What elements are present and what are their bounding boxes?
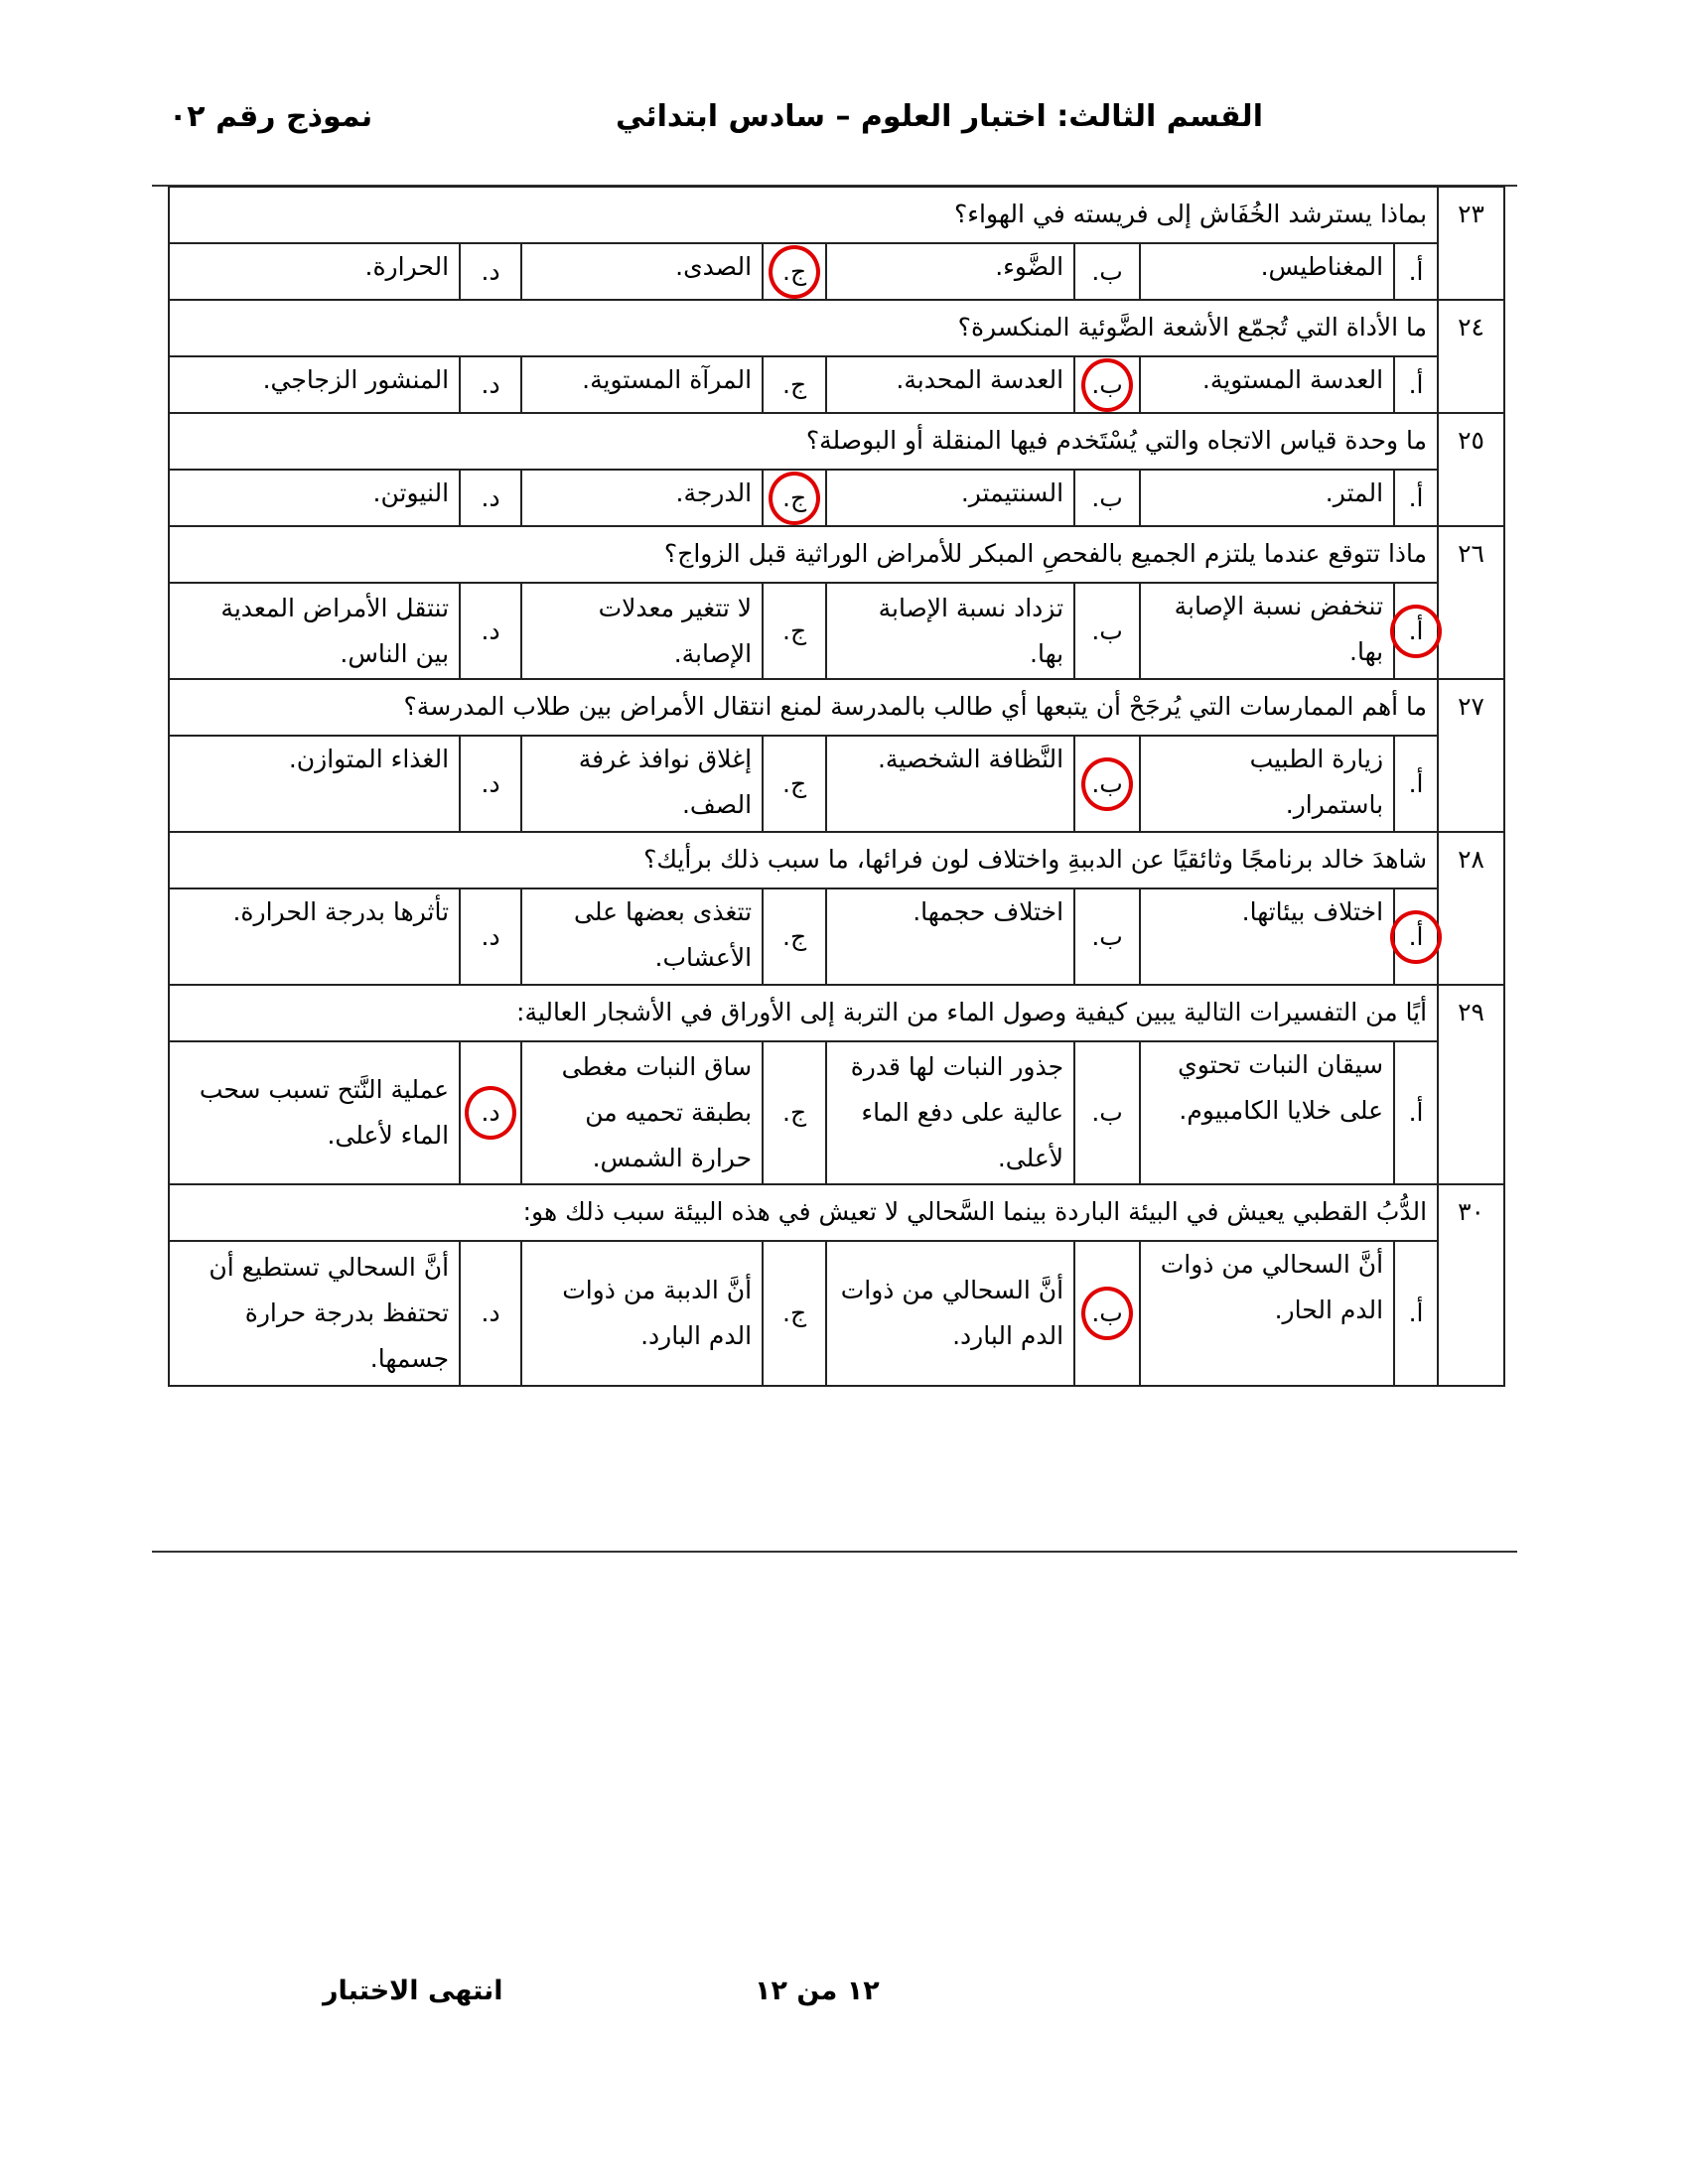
option-letter: ج.: [782, 768, 807, 798]
option-letter-cell[interactable]: [763, 243, 826, 300]
question-row: [169, 526, 1504, 583]
option-text[interactable]: ساق النبات مغطى بطبقة تحميه من حرارة الشمس.: [521, 1041, 763, 1184]
option-text[interactable]: زيارة الطبيب باستمرار.: [1140, 736, 1394, 832]
question-number: ٢٧: [1438, 679, 1504, 832]
option-text[interactable]: اختلاف بيئاتها.: [1140, 888, 1394, 985]
option-letter: ج.: [782, 482, 807, 512]
option-letter: ج.: [782, 615, 807, 645]
option-text[interactable]: العدسة المحدبة.: [826, 356, 1074, 413]
option-letter: ج.: [782, 369, 807, 399]
option-letter: د.: [481, 256, 500, 286]
option-letter-cell[interactable]: [1394, 736, 1438, 832]
option-text[interactable]: النيوتن.: [169, 470, 460, 526]
question-row: [169, 413, 1504, 470]
option-text[interactable]: تأثرها بدرجة الحرارة.: [169, 888, 460, 985]
option-letter-cell[interactable]: [1394, 1241, 1438, 1386]
question-number: ٢٩: [1438, 985, 1504, 1184]
option-text[interactable]: أنَّ السحالي تستطيع أن تحتفظ بدرجة حرارة جسمها.: [169, 1241, 460, 1386]
option-letter-cell[interactable]: [763, 1241, 826, 1386]
option-letter-cell[interactable]: [1074, 1041, 1140, 1184]
option-letter-cell[interactable]: [1074, 243, 1140, 300]
selected-answer-circle-icon: [465, 1086, 516, 1140]
option-letter-cell[interactable]: [460, 1241, 521, 1386]
option-letter: أ.: [1408, 768, 1424, 798]
option-letter: د.: [481, 615, 500, 645]
option-text[interactable]: تزداد نسبة الإصابة بها.: [826, 583, 1074, 679]
question-number: ٢٤: [1438, 300, 1504, 413]
question-text: الدُّبُ القطبي يعيش في البيئة الباردة بينما السَّحالي لا تعيش في هذه البيئة سبب ذلك هو:: [169, 1184, 1438, 1241]
option-letter-cell[interactable]: [1394, 243, 1438, 300]
option-letter: أ.: [1408, 615, 1424, 645]
option-letter-cell[interactable]: [460, 583, 521, 679]
option-letter: ج.: [782, 256, 807, 286]
option-letter-cell[interactable]: [1074, 1241, 1140, 1386]
option-text[interactable]: تنخفض نسبة الإصابة بها.: [1140, 583, 1394, 679]
option-letter: د.: [481, 921, 500, 951]
option-text[interactable]: اختلاف حجمها.: [826, 888, 1074, 985]
question-number: ٢٨: [1438, 832, 1504, 985]
option-letter: ب.: [1091, 1098, 1123, 1127]
option-text[interactable]: المرآة المستوية.: [521, 356, 763, 413]
option-letter-cell[interactable]: [1074, 583, 1140, 679]
selected-answer-circle-icon: [1081, 1287, 1133, 1340]
option-text[interactable]: النَّظافة الشخصية.: [826, 736, 1074, 832]
options-row: [169, 736, 1504, 832]
option-text[interactable]: السنتيمتر.: [826, 470, 1074, 526]
option-letter: أ.: [1408, 369, 1424, 399]
option-letter-cell[interactable]: [1074, 356, 1140, 413]
option-letter: د.: [481, 1298, 500, 1327]
option-text[interactable]: إغلاق نوافذ غرفة الصف.: [521, 736, 763, 832]
option-text[interactable]: المتر.: [1140, 470, 1394, 526]
option-letter: ب.: [1091, 256, 1123, 286]
option-letter: أ.: [1408, 921, 1424, 951]
option-text[interactable]: لا تتغير معدلات الإصابة.: [521, 583, 763, 679]
question-text: ماذا تتوقع عندما يلتزم الجميع بالفحصِ المبكر للأمراض الوراثية قبل الزواج؟: [169, 526, 1438, 583]
option-text[interactable]: العدسة المستوية.: [1140, 356, 1394, 413]
page-title: القسم الثالث: اختبار العلوم – سادس ابتدائي: [616, 99, 1263, 134]
option-letter-cell[interactable]: [460, 888, 521, 985]
question-text: أيًا من التفسيرات التالية يبين كيفية وصول الماء من التربة إلى الأوراق في الأشجار العالية:: [169, 985, 1438, 1041]
option-text[interactable]: أنَّ الدببة من ذوات الدم البارد.: [521, 1241, 763, 1386]
option-text[interactable]: عملية النَّتح تسبب سحب الماء لأعلى.: [169, 1041, 460, 1184]
question-row: [169, 187, 1504, 243]
option-letter-cell[interactable]: [1074, 470, 1140, 526]
option-letter: د.: [481, 768, 500, 798]
option-letter-cell[interactable]: [1394, 356, 1438, 413]
option-letter-cell[interactable]: [1394, 470, 1438, 526]
option-letter: أ.: [1408, 1298, 1424, 1327]
option-letter-cell[interactable]: [763, 736, 826, 832]
option-letter: ب.: [1091, 615, 1123, 645]
question-row: [169, 679, 1504, 736]
question-row: [169, 1184, 1504, 1241]
option-letter-cell[interactable]: [460, 243, 521, 300]
question-row: [169, 985, 1504, 1041]
option-letter: ب.: [1091, 1298, 1123, 1327]
option-letter: ج.: [782, 1098, 807, 1127]
option-letter-cell[interactable]: [1074, 736, 1140, 832]
option-letter-cell[interactable]: [763, 888, 826, 985]
option-text[interactable]: سيقان النبات تحتوي على خلايا الكامبيوم.: [1140, 1041, 1394, 1184]
option-letter: ج.: [782, 921, 807, 951]
option-letter-cell[interactable]: [763, 470, 826, 526]
option-letter-cell[interactable]: [763, 583, 826, 679]
option-text[interactable]: أنَّ السحالي من ذوات الدم البارد.: [826, 1241, 1074, 1386]
bottom-divider: [152, 1551, 1517, 1553]
option-letter: أ.: [1408, 1098, 1424, 1127]
selected-answer-circle-icon: [1081, 757, 1133, 811]
option-letter: د.: [481, 369, 500, 399]
options-row: [169, 470, 1504, 526]
option-letter: أ.: [1408, 256, 1424, 286]
option-text[interactable]: الصدى.: [521, 243, 763, 300]
option-letter-cell[interactable]: [763, 1041, 826, 1184]
option-letter: د.: [481, 482, 500, 512]
option-text[interactable]: تتغذى بعضها على الأعشاب.: [521, 888, 763, 985]
question-text: ما الأداة التي تُجمّع الأشعة الضَّوئية المنكسرة؟: [169, 300, 1438, 356]
option-letter-cell[interactable]: [460, 1041, 521, 1184]
option-letter: ج.: [782, 1298, 807, 1327]
option-letter-cell[interactable]: [460, 736, 521, 832]
option-letter: أ.: [1408, 482, 1424, 512]
option-text[interactable]: أنَّ السحالي من ذوات الدم الحار.: [1140, 1241, 1394, 1386]
option-letter-cell[interactable]: [460, 356, 521, 413]
question-row: [169, 832, 1504, 888]
option-text[interactable]: الغذاء المتوازن.: [169, 736, 460, 832]
options-row: [169, 356, 1504, 413]
options-row: [169, 1241, 1504, 1386]
option-letter: د.: [481, 1098, 500, 1127]
options-row: [169, 1041, 1504, 1184]
question-number: ٢٥: [1438, 413, 1504, 526]
option-letter-cell[interactable]: [460, 470, 521, 526]
option-text[interactable]: الدرجة.: [521, 470, 763, 526]
option-text[interactable]: جذور النبات لها قدرة عالية على دفع الماء لأعلى.: [826, 1041, 1074, 1184]
option-letter-cell[interactable]: [1394, 888, 1438, 985]
option-text[interactable]: المغناطيس.: [1140, 243, 1394, 300]
option-text[interactable]: الحرارة.: [169, 243, 460, 300]
option-text[interactable]: الضَّوء.: [826, 243, 1074, 300]
question-text: ما أهم الممارسات التي يُرجَحْ أن يتبعها أي طالب بالمدرسة لمنع انتقال الأمراض بين طلاب المدرسة؟: [169, 679, 1438, 736]
option-letter-cell[interactable]: [1394, 1041, 1438, 1184]
question-number: ٣٠: [1438, 1184, 1504, 1386]
option-letter: ب.: [1091, 921, 1123, 951]
options-row: [169, 243, 1504, 300]
question-number: ٢٦: [1438, 526, 1504, 679]
page-number: ١٢ من ١٢: [755, 1976, 880, 2006]
option-letter: ب.: [1091, 768, 1123, 798]
option-letter: ب.: [1091, 369, 1123, 399]
options-row: [169, 888, 1504, 985]
option-text[interactable]: تنتقل الأمراض المعدية بين الناس.: [169, 583, 460, 679]
question-text: بماذا يسترشد الخُفَاش إلى فريسته في الهواء؟: [169, 187, 1438, 243]
options-row: [169, 583, 1504, 679]
question-text: شاهدَ خالد برنامجًا وثائقيًا عن الدببةِ واختلاف لون فرائها، ما سبب ذلك برأيك؟: [169, 832, 1438, 888]
option-letter-cell[interactable]: [1394, 583, 1438, 679]
selected-answer-circle-icon: [1390, 605, 1442, 658]
questions-table: [168, 186, 1505, 1387]
question-row: [169, 300, 1504, 356]
model-number: نموذج رقم ٠٢: [169, 99, 373, 134]
selected-answer-circle-icon: [1081, 358, 1133, 412]
selected-answer-circle-icon: [769, 245, 820, 299]
selected-answer-circle-icon: [1390, 910, 1442, 964]
option-letter-cell[interactable]: [763, 356, 826, 413]
end-of-test-label: انتهى الاختبار: [323, 1976, 503, 2006]
option-text[interactable]: المنشور الزجاجي.: [169, 356, 460, 413]
question-text: ما وحدة قياس الاتجاه والتي يُسْتَخدم فيها المنقلة أو البوصلة؟: [169, 413, 1438, 470]
selected-answer-circle-icon: [769, 472, 820, 525]
option-letter-cell[interactable]: [1074, 888, 1140, 985]
option-letter: ب.: [1091, 482, 1123, 512]
question-number: ٢٣: [1438, 187, 1504, 300]
